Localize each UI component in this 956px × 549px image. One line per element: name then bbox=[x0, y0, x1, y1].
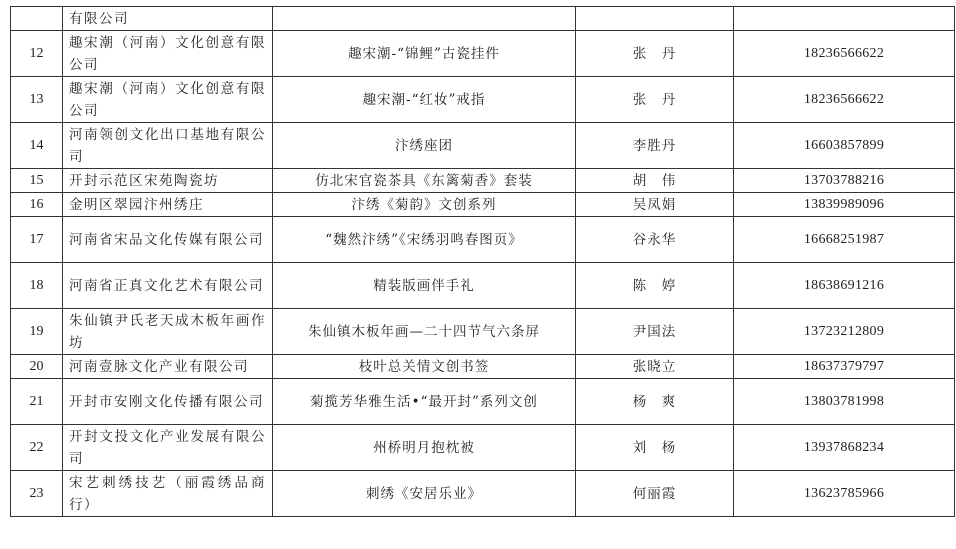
table-row bbox=[11, 193, 955, 217]
product-name: 精装版画伴手礼 bbox=[273, 263, 576, 309]
product-name: “魏然汴绣”《宋绣羽鸣春图页》 bbox=[273, 217, 576, 263]
row-number: 17 bbox=[11, 217, 63, 263]
phone-number: 16603857899 bbox=[734, 123, 955, 169]
contact-person: 杨 爽 bbox=[576, 379, 734, 425]
product-name: 朱仙镇木板年画—二十四节气六条屏 bbox=[273, 309, 576, 355]
table-row bbox=[11, 379, 955, 425]
contact-person: 吴凤娟 bbox=[576, 193, 734, 217]
table-row bbox=[11, 263, 955, 309]
company-name: 河南领创文化出口基地有限公司 bbox=[63, 123, 273, 169]
table-row bbox=[11, 31, 955, 77]
row-number: 18 bbox=[11, 263, 63, 309]
company-name: 开封示范区宋苑陶瓷坊 bbox=[63, 169, 273, 193]
product-name: 汴绣《菊韵》文创系列 bbox=[273, 193, 576, 217]
contact-person: 尹国法 bbox=[576, 309, 734, 355]
row-number: 14 bbox=[11, 123, 63, 169]
contact-person: 李胜丹 bbox=[576, 123, 734, 169]
product-name: 刺绣《安居乐业》 bbox=[273, 471, 576, 517]
enterprise-table bbox=[10, 6, 955, 517]
table-row bbox=[11, 217, 955, 263]
phone-number: 13839989096 bbox=[734, 193, 955, 217]
phone-number: 13803781998 bbox=[734, 379, 955, 425]
phone-number: 18637379797 bbox=[734, 355, 955, 379]
row-number: 20 bbox=[11, 355, 63, 379]
company-name: 趣宋潮（河南）文化创意有限公司 bbox=[63, 77, 273, 123]
contact-person: 陈 婷 bbox=[576, 263, 734, 309]
company-name: 趣宋潮（河南）文化创意有限公司 bbox=[63, 31, 273, 77]
table-row bbox=[11, 77, 955, 123]
phone-number: 16668251987 bbox=[734, 217, 955, 263]
phone-number: 18236566622 bbox=[734, 77, 955, 123]
contact-person: 张 丹 bbox=[576, 77, 734, 123]
contact-person: 谷永华 bbox=[576, 217, 734, 263]
phone-number: 13723212809 bbox=[734, 309, 955, 355]
phone-number: 18236566622 bbox=[734, 31, 955, 77]
row-number bbox=[11, 7, 63, 31]
company-name: 河南壹脉文化产业有限公司 bbox=[63, 355, 273, 379]
product-name bbox=[273, 7, 576, 31]
phone-number bbox=[734, 7, 955, 31]
company-name: 有限公司 bbox=[63, 7, 273, 31]
table-row bbox=[11, 355, 955, 379]
product-name: 枝叶总关情文创书签 bbox=[273, 355, 576, 379]
company-name: 宋艺刺绣技艺（丽霞绣品商行） bbox=[63, 471, 273, 517]
product-name: 仿北宋官瓷茶具《东篱菊香》套装 bbox=[273, 169, 576, 193]
table-row bbox=[11, 123, 955, 169]
company-name: 开封市安刚文化传播有限公司 bbox=[63, 379, 273, 425]
row-number: 21 bbox=[11, 379, 63, 425]
row-number: 22 bbox=[11, 425, 63, 471]
company-name: 朱仙镇尹氏老天成木板年画作坊 bbox=[63, 309, 273, 355]
contact-person: 刘 杨 bbox=[576, 425, 734, 471]
contact-person: 张 丹 bbox=[576, 31, 734, 77]
phone-number: 13623785966 bbox=[734, 471, 955, 517]
table-row bbox=[11, 309, 955, 355]
contact-person: 何丽霞 bbox=[576, 471, 734, 517]
product-name: 菊揽芳华雅生活•“最开封”系列文创 bbox=[273, 379, 576, 425]
row-number: 19 bbox=[11, 309, 63, 355]
row-number: 23 bbox=[11, 471, 63, 517]
table-row bbox=[11, 471, 955, 517]
row-number: 16 bbox=[11, 193, 63, 217]
product-name: 趣宋潮-“红妆”戒指 bbox=[273, 77, 576, 123]
product-name: 汴绣座团 bbox=[273, 123, 576, 169]
phone-number: 18638691216 bbox=[734, 263, 955, 309]
company-name: 河南省正真文化艺术有限公司 bbox=[63, 263, 273, 309]
contact-person: 张晓立 bbox=[576, 355, 734, 379]
contact-person bbox=[576, 7, 734, 31]
table-body bbox=[11, 7, 955, 517]
product-name: 州桥明月抱枕被 bbox=[273, 425, 576, 471]
table-row bbox=[11, 169, 955, 193]
contact-person: 胡 伟 bbox=[576, 169, 734, 193]
row-number: 13 bbox=[11, 77, 63, 123]
phone-number: 13703788216 bbox=[734, 169, 955, 193]
table-row bbox=[11, 7, 955, 31]
company-name: 金明区翠园汴州绣庄 bbox=[63, 193, 273, 217]
phone-number: 13937868234 bbox=[734, 425, 955, 471]
company-name: 河南省宋品文化传媒有限公司 bbox=[63, 217, 273, 263]
row-number: 15 bbox=[11, 169, 63, 193]
row-number: 12 bbox=[11, 31, 63, 77]
table-row bbox=[11, 425, 955, 471]
company-name: 开封文投文化产业发展有限公司 bbox=[63, 425, 273, 471]
product-name: 趣宋潮-“锦鲤”古瓷挂件 bbox=[273, 31, 576, 77]
